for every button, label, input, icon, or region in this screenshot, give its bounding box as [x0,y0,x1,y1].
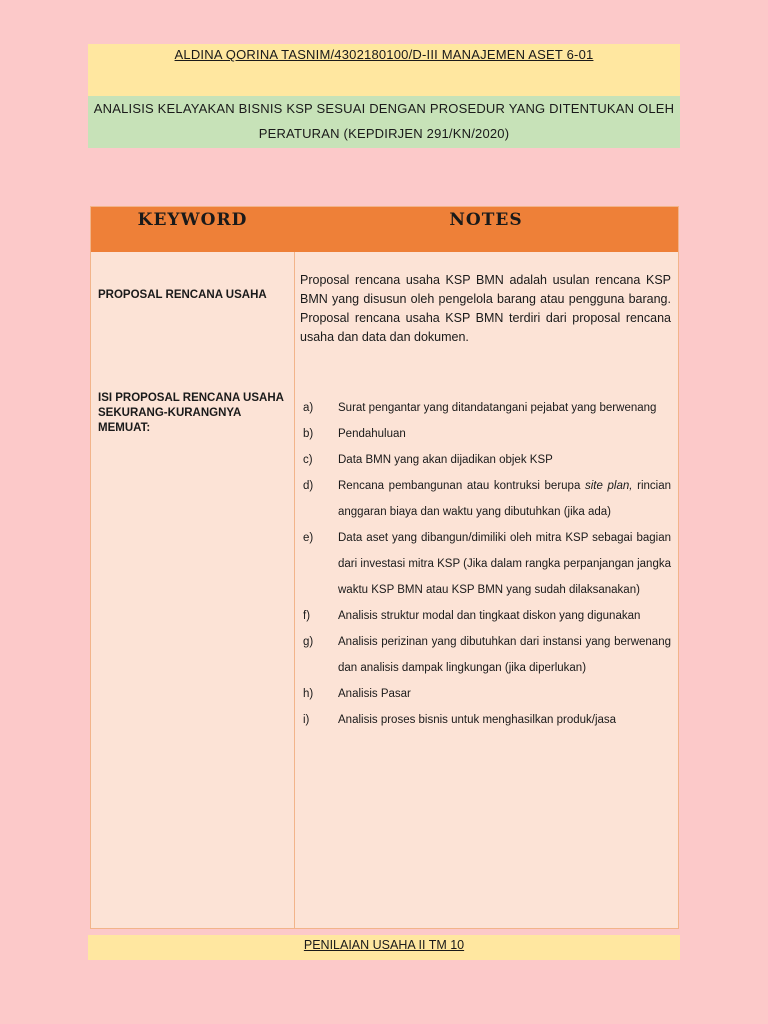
notes-column-header: NOTES [294,207,678,252]
list-item [303,447,671,473]
keyword-isi-proposal: ISI PROPOSAL RENCANA USAHA SEKURANG-KURANGNYA MEMUAT: [98,392,284,434]
author-header [88,44,680,96]
list-item-label: a) [303,402,314,414]
title-line-2: PERATURAN (KEPDIRJEN 291/KN/2020) [258,126,510,141]
list-item [303,603,671,629]
list-item-text: Pendahuluan [338,428,406,440]
list-item-label: i) [303,714,310,726]
keyword-proposal: PROPOSAL RENCANA USAHA [98,289,267,301]
list-item-label: f) [303,610,311,622]
footer-text: PENILAIAN USAHA II TM 10 [303,938,465,952]
list-item-text [338,473,671,525]
italic-term: site plan, [585,480,633,492]
list-item-text: Analisis struktur modal dan tingkaat diskon yang digunakan [338,610,641,622]
list-item [303,473,671,525]
list-item-label: c) [303,454,313,466]
document-title [88,96,680,148]
proposal-contents-list [303,395,671,733]
list-item [303,681,671,707]
column-divider [294,252,295,928]
title-line-1: ANALISIS KELAYAKAN BISNIS KSP SESUAI DENGAN PROSEDUR YANG DITENTUKAN OLEH [93,101,675,116]
keyword-column-header: KEYWORD [91,207,294,252]
list-item-text: Analisis proses bisnis untuk menghasilkan produk/jasa [338,714,617,726]
list-item-text: Analisis perizinan yang dibutuhkan dari instansi yang berwenang dan analisis dampak lingkungan (jika diperlukan) [338,636,671,674]
list-item-label: d) [303,480,314,492]
text-segment: Rencana pembangunan atau kontruksi berupa [338,480,585,492]
keyword-notes-table [90,206,679,929]
notes-proposal: Proposal rencana usaha KSP BMN adalah usulan rencana KSP BMN yang disusun oleh pengelola barang atau pengguna barang. Proposal rencana usaha KSP BMN terdiri dari proposal rencana usaha dan data dan dokumen. [300,273,671,344]
list-item [303,629,671,681]
list-item-label: g) [303,636,314,648]
list-item-label: e) [303,532,314,544]
list-item [303,395,671,421]
list-item-label: b) [303,428,314,440]
list-item [303,421,671,447]
list-item [303,707,671,733]
list-item-label: h) [303,688,314,700]
list-item-text: Analisis Pasar [338,688,411,700]
author-line: ALDINA QORINA TASNIM/4302180100/D-III MANAJEMEN ASET 6-01 [174,47,594,62]
list-item-text: Surat pengantar yang ditandatangani pejabat yang berwenang [338,402,657,414]
text-segment: rincian anggaran biaya dan waktu yang dibutuhkan (jika ada) [338,480,672,518]
list-item-text: Data BMN yang akan dijadikan objek KSP [338,454,553,466]
footer-bar [88,935,680,960]
list-item [303,525,671,603]
list-item-text: Data aset yang dibangun/dimiliki oleh mitra KSP sebagai bagian dari investasi mitra KSP (Jika dalam rangka perpanjangan jangka waktu KSP BMN atau KSP BMN yang sudah dilaksanakan) [338,532,671,596]
